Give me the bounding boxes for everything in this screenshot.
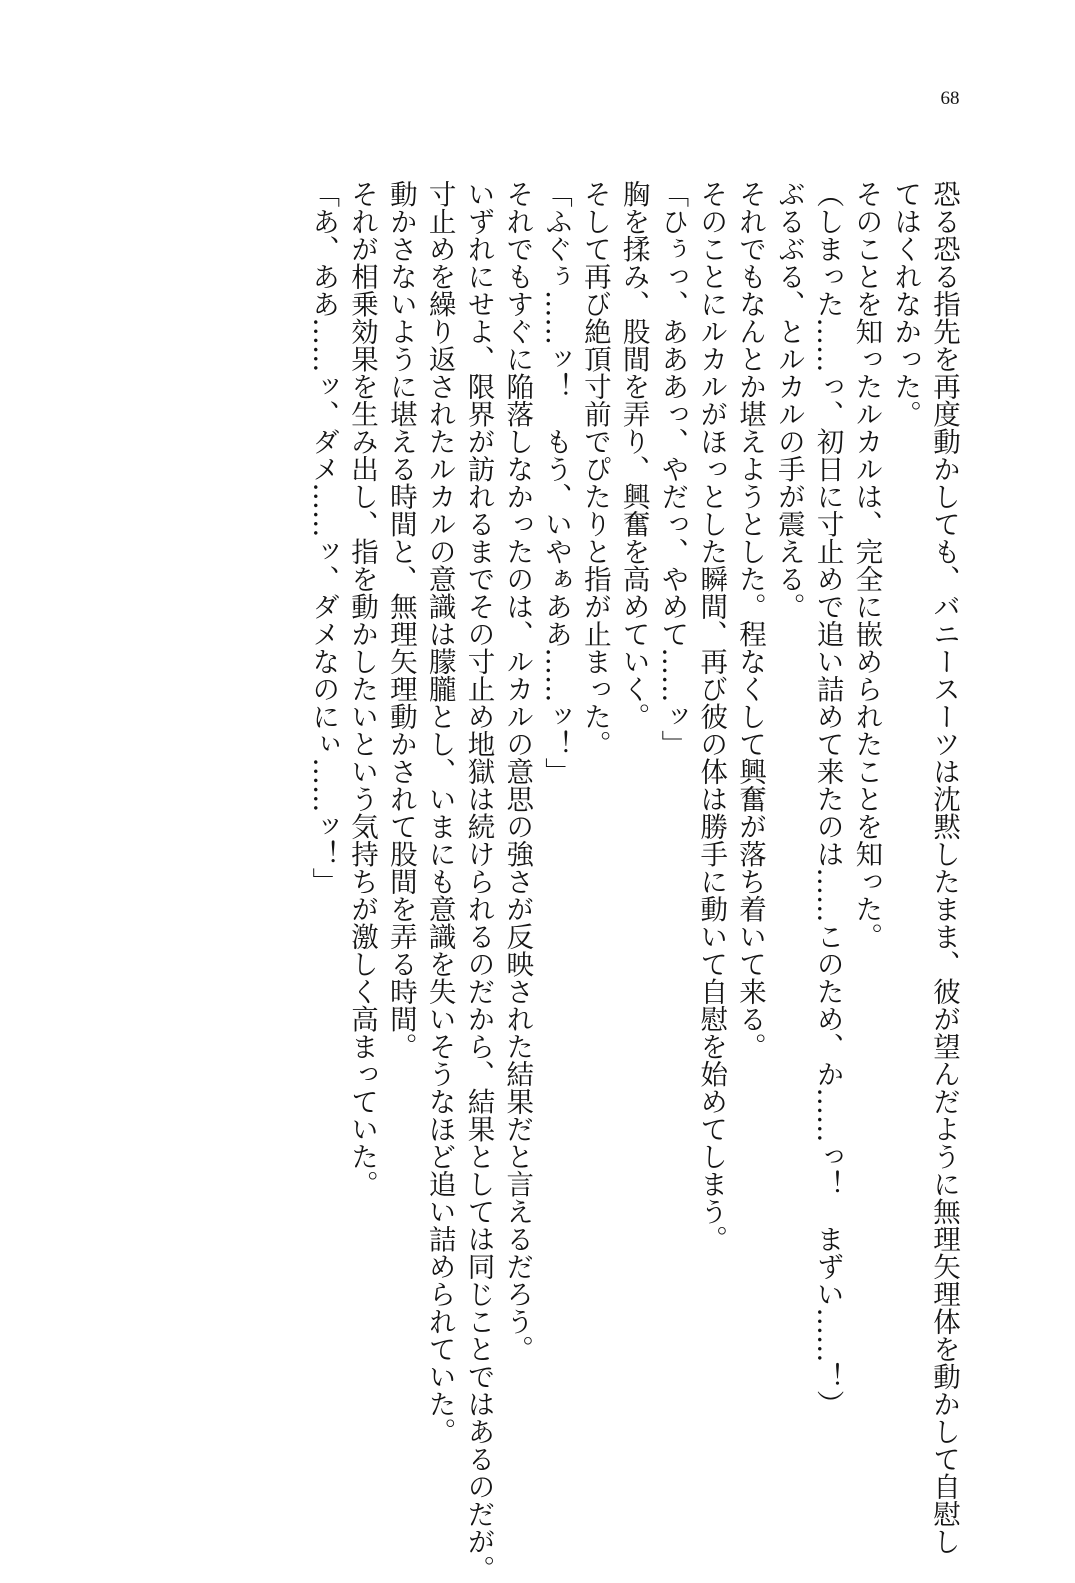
text-line: いずれにせよ、限界が訪れるまでその寸止め地獄は続けられるのだから、結果としては同じことではあるのだが。 <box>462 180 495 1583</box>
text-line: それが相乗効果を生み出し、指を動かしたいという気持ちが激しく高まっていた。 <box>346 180 379 1198</box>
page-number: 68 <box>940 88 960 109</box>
text-line: てはくれなかった。 <box>889 180 922 428</box>
text-line: 胸を揉み、股間を弄り、興奮を高めていく。 <box>617 180 650 730</box>
text-line: そのことにルカルがほっとした瞬間、再び彼の体は勝手に動いて自慰を始めてしまう。 <box>695 180 728 1253</box>
text-line: 動かさないように堪える時間と、無理矢理動かされて股間を弄る時間。 <box>384 180 417 1060</box>
text-line: 「ひぅっ、あああっ、やだっ、やめて……ッ」 <box>656 180 689 758</box>
text-line: そして再び絶頂寸前でぴたりと指が止まった。 <box>578 180 611 758</box>
text-line: それでもすぐに陥落しなかったのは、ルカルの意思の強さが反映された結果だと言えるだろう。 <box>501 180 534 1363</box>
text-line: 寸止めを繰り返されたルカルの意識は朦朧とし、いまにも意識を失いそうなほど追い詰められていた。 <box>423 180 456 1445</box>
text-line: （しまった……っ、初日に寸止めで追い詰めて来たのは……このため、か……っ！ まずい……！） <box>811 180 844 1418</box>
text-line: 「あ、ああ……ッ、ダメ……ッ、ダメなのにぃ……ッ！」 <box>307 180 340 895</box>
text-line: そのことを知ったルカルは、完全に嵌められたことを知った。 <box>850 180 883 950</box>
body-text <box>303 180 963 1583</box>
text-line: ぶるぶる、とルカルの手が震える。 <box>772 180 805 620</box>
text-line: 恐る恐る指先を再度動かしても、バニースーツは沈黙したまま、彼が望んだように無理矢理体を動かして自慰し <box>928 180 960 1555</box>
text-line: 「ふぐぅ……ッ！ もう、いやぁああ……ッ！」 <box>540 180 573 785</box>
text-line: それでもなんとか堪えようとした。程なくして興奮が落ち着いて来る。 <box>734 180 767 1060</box>
